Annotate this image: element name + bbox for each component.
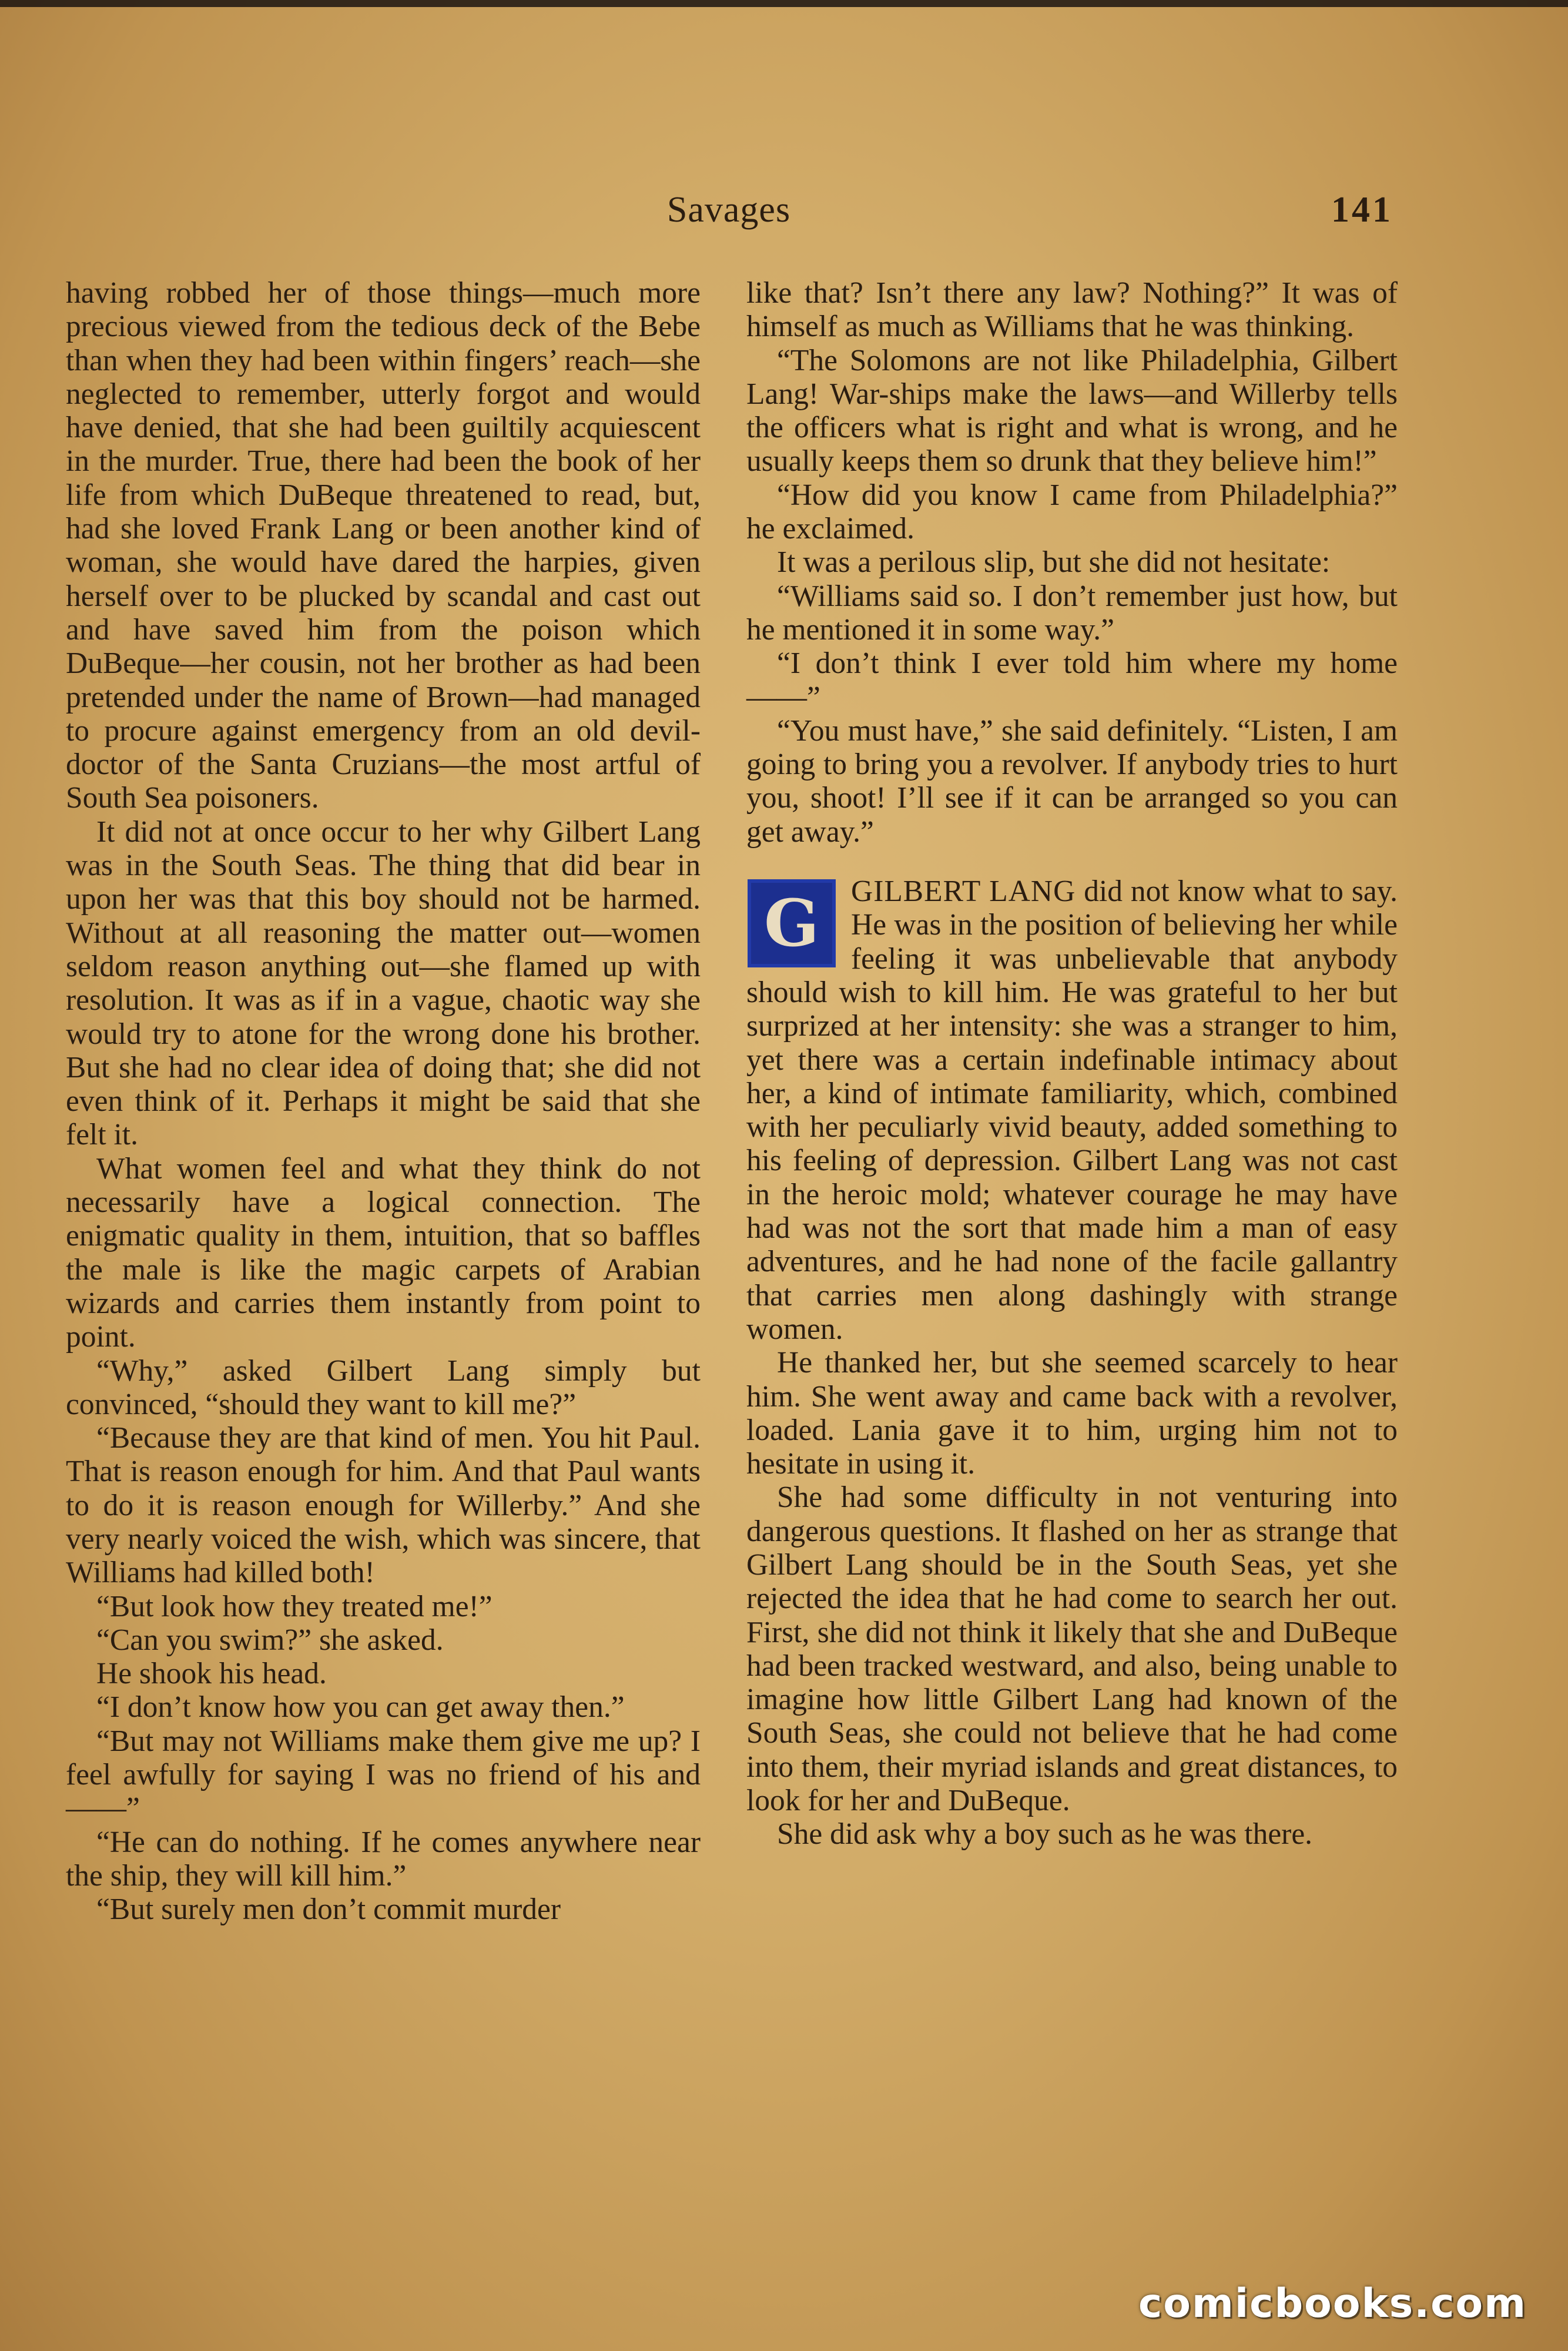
paragraph: “The Solomons are not like Philadelphia, Gilbert Lang! War-ships make the laws—and Willerby tells the officers what is right and what is wrong, and he usually keeps them so drunk that they believe him!”: [746, 343, 1398, 478]
left-column: [66, 276, 701, 1927]
paragraph: “I don’t think I ever told him where my home——”: [746, 647, 1398, 714]
right-column: [746, 276, 1398, 1851]
drop-cap-ornament: [748, 879, 836, 967]
drop-cap-letter: G: [764, 885, 819, 962]
paragraph: “Williams said so. I don’t remember just how, but he mentioned it in some way.”: [746, 579, 1398, 647]
paragraph: having robbed her of those things—much more precious viewed from the tedious deck of the Bebe than when they had been within fingers’ reach—she neglected to remember, utterly forgot and would have denied, that she had been guiltily acquiescent in the murder. True, there had been the book of her life from which DuBeque threatened to read, but, had she loved Frank Lang or been another kind of woman, she would have dared the harpies, given herself over to be plucked by scandal and cast out and have saved him from the poison which DuBeque—her cousin, not her brother as had been pretended under the name of Brown—had managed to procure against emergency from an old devil-doctor of the Santa Cruzians—the most artful of South Sea poisoners.: [66, 276, 701, 815]
paragraph: “You must have,” she said definitely. “Listen, I am going to bring you a revolver. If anybody tries to hurt you, shoot! I’ll see if it can be arranged so you can get away.”: [746, 714, 1398, 849]
section-opening: [746, 875, 1398, 1346]
paragraph: It did not at once occur to her why Gilbert Lang was in the South Seas. The thing that did bear in upon her was that this boy should not be harmed. Without at all reasoning the matter out—women seldom reason anything out—she flamed up with resolution. It was as if in a vague, chaotic way she would try to atone for the wrong done his brother. But she had no clear idea of doing that; she did not even think of it. Perhaps it might be said that she felt it.: [66, 815, 701, 1152]
paragraph: “I don’t know how you can get away then.”: [96, 1690, 625, 1724]
scan-edge: [0, 0, 1568, 7]
page-number: 141: [1331, 190, 1393, 230]
paragraph: “But look how they treated me!”: [96, 1589, 492, 1623]
running-header: [65, 189, 1393, 242]
paragraph: She did ask why a boy such as he was there.: [777, 1817, 1313, 1851]
paragraph: like that? Isn’t there any law? Nothing?” It was of himself as much as Williams that he was thinking.: [746, 276, 1398, 344]
running-title: Savages: [666, 190, 791, 230]
lead-in-text: GILBERT LANG: [851, 875, 1076, 909]
paragraph-text: did not know what to say. He was in the position of believing her while feeling it was unbelievable that anybody should wish to kill him. He was grateful to her but surprized at her intensity: she was a stranger to him, yet there was a certain indefinable intimacy about her, a kind of intimate familiarity, which, combined with her peculiarly vivid beauty, added something to his feeling of depression. Gilbert Lang was not cast in the heroic mold; whatever courage he may have had was not the sort that made him a man of easy adventures, and he had none of the facile gallantry that carries men along dashingly with strange women.: [746, 875, 1398, 1346]
paragraph: She had some difficulty in not venturing into dangerous questions. It flashed on her as strange that Gilbert Lang should be in the South Seas, yet she rejected the idea that he had come to search her out. First, she did not think it likely that she and DuBeque had been tracked westward, and also, being unable to imagine how little Gilbert Lang had known of the South Seas, she could not believe that he had come into them, their myriad islands and great distances, to look for her and DuBeque.: [746, 1481, 1398, 1818]
paragraph: “Why,” asked Gilbert Lang simply but convinced, “should they want to kill me?”: [66, 1354, 701, 1421]
paragraph: “But may not Williams make them give me up? I feel awfully for saying I was no friend of his and——”: [66, 1724, 701, 1826]
paragraph: What women feel and what they think do not necessarily have a logical connection. The enigmatic quality in them, intuition, that so baffles the male is like the magic carpets of Arabian wizards and carries them instantly from point to point.: [66, 1151, 701, 1354]
paragraph: “Can you swim?” she asked.: [96, 1623, 444, 1657]
paragraph: “How did you know I came from Philadelphia?” he exclaimed.: [746, 478, 1398, 546]
paragraph: It was a perilous slip, but she did not hesitate:: [777, 545, 1331, 580]
section-first-paragraph: [746, 875, 1398, 1346]
paragraph: “But surely men don’t commit murder: [96, 1893, 561, 1927]
paragraph: “He can do nothing. If he comes anywhere near the ship, they will kill him.”: [66, 1825, 701, 1893]
paragraph: “Because they are that kind of men. You hit Paul. That is reason enough for him. And that Paul wants to do it is reason enough for Willerby.” And she very nearly voiced the wish, which was sincere, that Williams had killed both!: [66, 1421, 701, 1590]
watermark: comicbooks.com: [1138, 2280, 1527, 2327]
paragraph: He shook his head.: [96, 1657, 327, 1691]
paragraph: He thanked her, but she seemed scarcely to hear him. She went away and came back with a revolver, loaded. Lania gave it to him, urging him not to hesitate in using it.: [746, 1346, 1398, 1481]
